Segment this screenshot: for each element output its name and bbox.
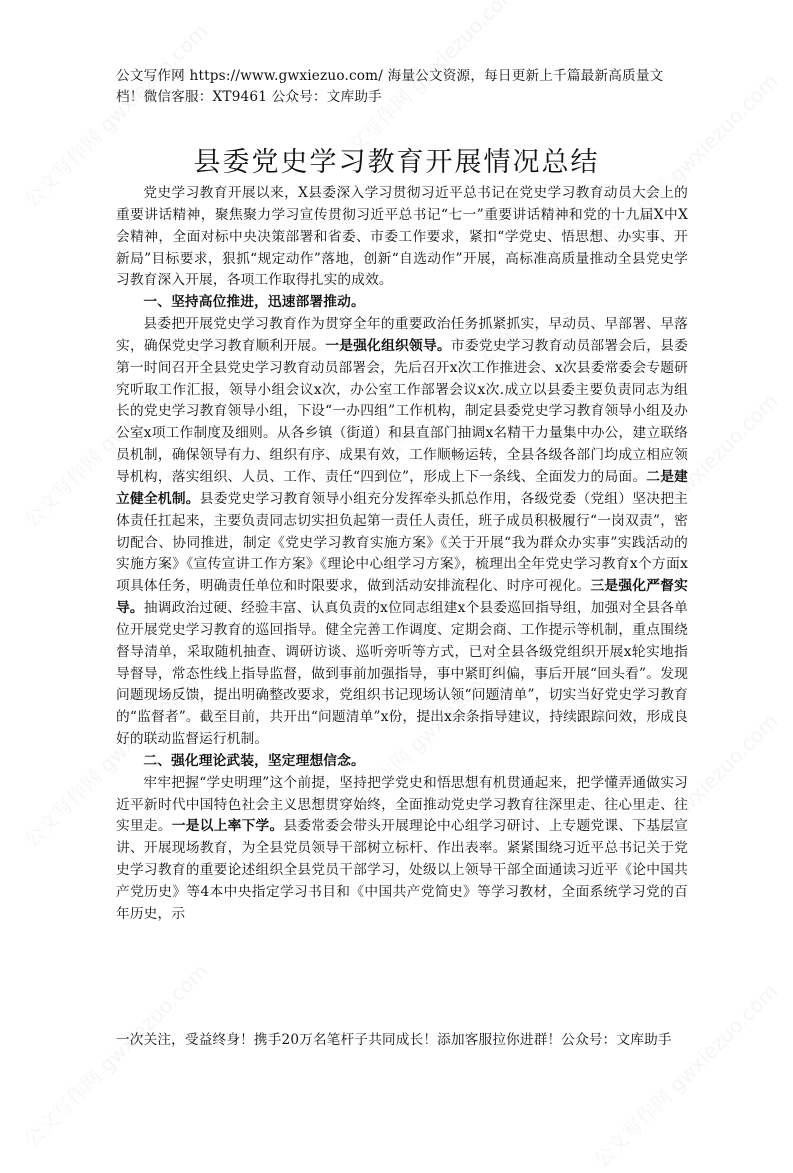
section-1-heading: 一、坚持高位推进，迅速部署推动。 xyxy=(143,294,365,311)
watermark xyxy=(586,976,783,1173)
header-note: 公文写作网 https://www.gwxiezuo.com/ 海量公文资源，每日更新上千篇最新高质量文档！微信客服：XT9461 公众号：文库助手 xyxy=(116,68,664,105)
section-2-point-1: 一是以上率下学。 xyxy=(171,818,284,835)
section-1-text: 县委党史学习教育领导小组充分发挥牵头抓总作用，各级党委（党组）坚决把主体责任扛起来，主要负责同志切实担负起第一责任人责任，班子成员积极履行“一岗双责”，密切配合、协同推进，制定《党史学习教育实施方案》《关于开展“我为群众办实事”实践活动的实施方案》《宣传宣讲工作方案》《理论中心组学习方案》，梳理出全年党史学习教育x个方面x项具体任务，明确责任单位和时限要求，做到活动安排流程化、时序可视化。 xyxy=(116,490,688,595)
section-1-point-2: 二是建立健全机制。 xyxy=(116,468,688,507)
section-1-text: 市委党史学习教育动员部署会后，县委第一时间召开全县党史学习教育动员部署会，先后召开x次工作推进会、x次县委常委会专题研究听取工作汇报，领导小组会议x次，办公室工作部署会议x次.成立以县委主要负责同志为组长的党史学习教育领导小组，下设“一办四组”工作机构，制定县委党史学习教育领导小组及办公室x项工作制度及细则。从各乡镇（街道）和县直部门抽调x名精干力量集中办公，建立联络员机制，确保领导有力、组织有序、成果有效，工作顺畅运转，全县各级各部门均成立相应领导机构，落实组织、人员、工作、责任“四到位”，形成上下一条线、全面发力的局面。 xyxy=(116,337,688,485)
section-2-paragraph xyxy=(116,773,688,926)
watermark xyxy=(16,956,213,1153)
section-1-paragraph xyxy=(116,314,688,751)
footer-note: 一次关注，受益终身！携手20万名笔杆子共同成长！添加客服拉你进群！公众号：文库助手 xyxy=(116,1032,672,1048)
section-2-heading: 二、强化理论武装，坚定理想信念。 xyxy=(143,752,365,769)
section-2-text: 县委常委会带头开展理论中心组学习研讨、上专题党课、下基层宣讲、开展现场教育，为全县党员领导干部树立标杆、作出表率。紧紧围绕习近平总书记关于党史学习教育的重要论述组织全县党员干部学习，处级以上领导干部全面通读习近平《论中国共产党历史》等4本中央指定学习书目和《中国共产党简史》等学习教材，全面系统学习党的百年历史，示 xyxy=(116,818,689,922)
intro-paragraph: 党史学习教育开展以来，X县委深入学习贯彻习近平总书记在党史学习教育动员大会上的重要讲话精神，聚焦聚力学习宣传贯彻习近平总书记“七一”重要讲话精神和党的十九届X中X会精神，全面对标中央决策部署和省委、市委工作要求，紧扣“学党史、悟思想、办实事、开新局”目标要求，狠抓“规定动作”落地，创新“自选动作”开展，高标准高质量推动全县党史学习教育深入开展，各项工作取得扎实的成效。 xyxy=(116,185,688,289)
section-1-text: 抽调政治过硬、经验丰富、认真负责的x位同志组建x个县委巡回指导组，加强对全县各单位开展党史学习教育的巡回指导。健全完善工作调度、定期会商、工作提示等机制，重点围绕督导清单，采取随机抽查、调研访谈、巡听旁听等方式，已对全县各级党组织开展x轮实地指导督导，常态性线上指导监督，做到事前加强指导，事中紧盯纠偏，事后开展“回头看”。发现问题现场反馈，提出明确整改要求，党组织书记现场认领“问题清单”，切实当好党史学习教育的“监督者”。截至目前，共开出“问题清单”x份，提出x余条指导建议，持续跟踪问效，形成良好的联动监督运行机制。 xyxy=(116,600,688,748)
document-title: 县委党史学习教育开展情况总结 xyxy=(193,147,600,178)
section-1-point-3: 三是强化严督实导。 xyxy=(116,578,688,617)
section-1-text: 县委把开展党史学习教育作为贯穿全年的重要政治任务抓紧抓实，早动员、早部署、早落实，确保党史学习教育顺利开展。 xyxy=(116,316,688,354)
document-body xyxy=(116,183,688,926)
section-2-text: 牢牢把握“学史明理”这个前提，坚持把学党史和悟思想有机贯通起来，把学懂弄通做实习近平新时代中国特色社会主义思想贯穿始终，全面推动党史学习教育往深里走、往心里走、往实里走。 xyxy=(116,774,688,835)
section-1-point-1: 一是强化组织领导。 xyxy=(325,337,451,354)
